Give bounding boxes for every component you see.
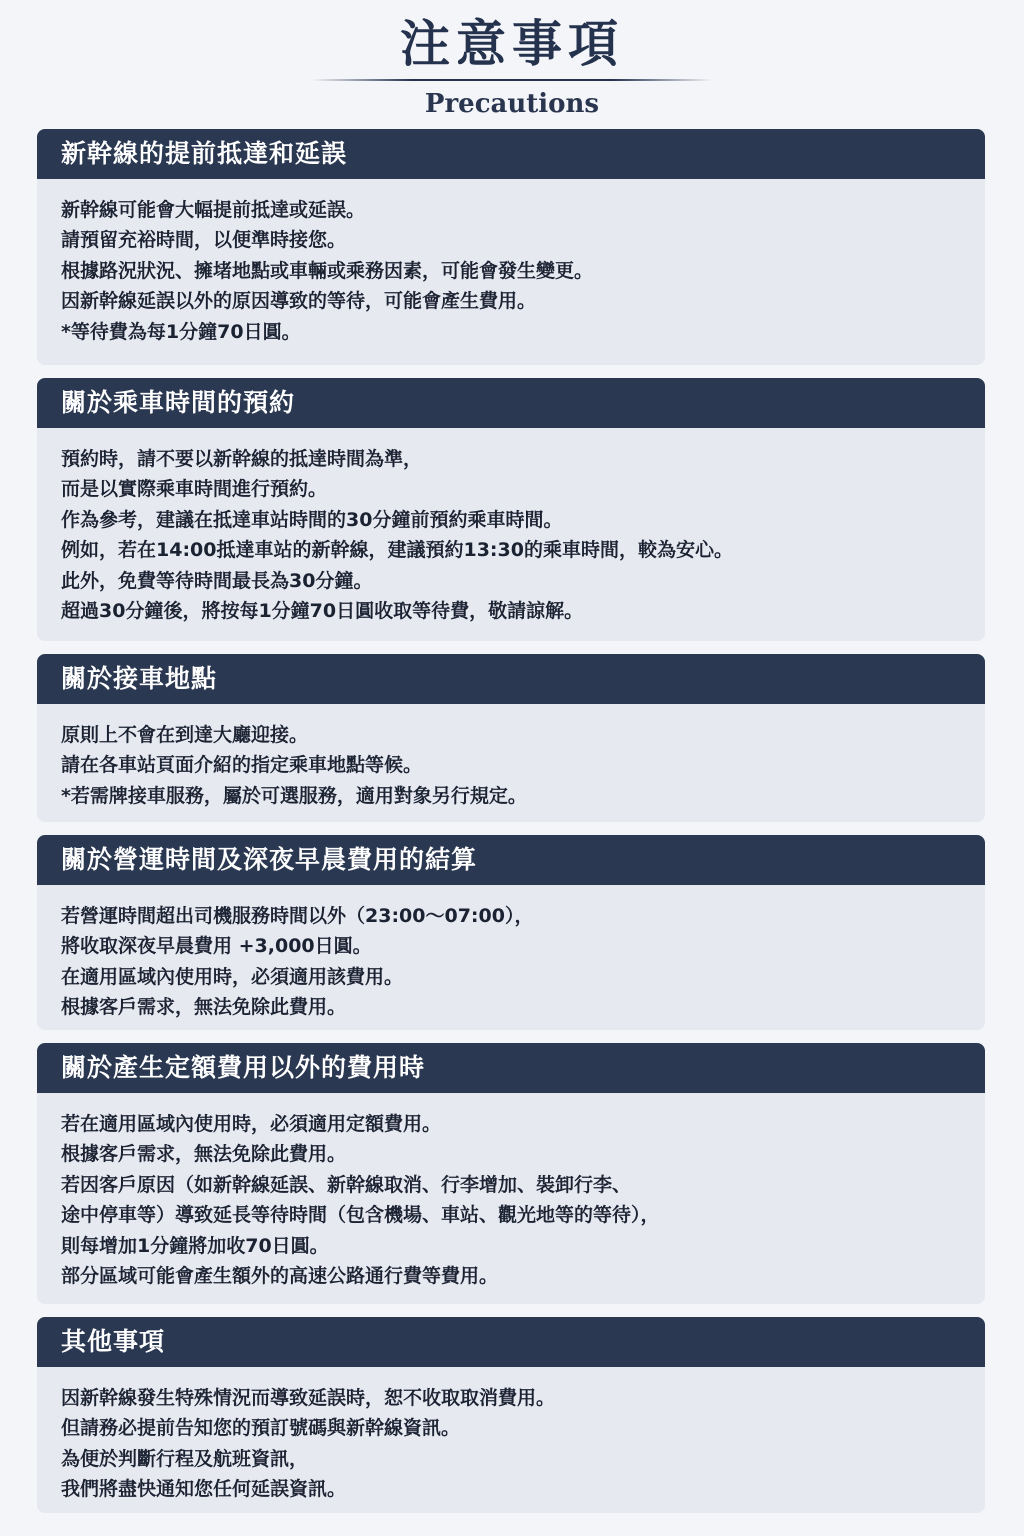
section-line: 根據客戶需求，無法免除此費用。 (61, 1143, 347, 1166)
section-body (37, 179, 985, 347)
section-line: 途中停車等）導致延長等待時間（包含機場、車站、觀光地等的等待）， (61, 1204, 660, 1227)
section-line: 因新幹線延誤以外的原因導致的等待，可能會產生費用。 (61, 290, 537, 313)
section-line: 將收取深夜早晨費用 +3,000日圓。 (61, 935, 372, 958)
section-line: *若需牌接車服務，屬於可選服務，適用對象另行規定。 (61, 784, 527, 807)
section-heading: 關於乘車時間的預約 (37, 378, 985, 428)
section-body (37, 428, 985, 626)
section-heading: 新幹線的提前抵達和延誤 (37, 129, 985, 179)
section-line: 例如，若在14:00抵達車站的新幹線，建議預約13:30的乘車時間，較為安心。 (61, 539, 733, 562)
section-line: 若因客戶原因（如新幹線延誤、新幹線取消、行李增加、裝卸行李、 (61, 1173, 632, 1196)
section-operating-hours-night-fee (37, 835, 985, 1030)
section-line: *等待費為每1分鐘70日圓。 (61, 320, 301, 343)
section-pickup-time-booking (37, 378, 985, 641)
section-line: 超過30分鐘後，將按每1分鐘70日圓收取等待費，敬請諒解。 (61, 600, 584, 623)
section-line: 此外，免費等待時間最長為30分鐘。 (61, 569, 373, 592)
section-line: 若營運時間超出司機服務時間以外（23:00～07:00）， (61, 905, 534, 927)
section-heading: 關於產生定額費用以外的費用時 (37, 1043, 985, 1093)
section-line: 請預留充裕時間，以便準時接您。 (61, 229, 347, 252)
section-heading: 關於營運時間及深夜早晨費用的結算 (37, 835, 985, 885)
title-divider (312, 79, 712, 81)
page-subtitle: Precautions (424, 89, 600, 119)
section-line: 部分區域可能會產生額外的高速公路通行費等費用。 (61, 1265, 499, 1288)
section-heading: 關於接車地點 (37, 654, 985, 704)
section-line: 為便於判斷行程及航班資訊， (61, 1447, 309, 1470)
section-line: 作為參考，建議在抵達車站時間的30分鐘前預約乘車時間。 (61, 508, 563, 531)
section-line: 預約時，請不要以新幹線的抵達時間為準， (61, 448, 423, 470)
section-body (37, 885, 985, 1023)
section-line: 若在適用區域內使用時，必須適用定額費用。 (61, 1113, 442, 1135)
section-extra-fees (37, 1043, 985, 1304)
section-line: 根據客戶需求，無法免除此費用。 (61, 996, 347, 1019)
page-title: 注意事項 (400, 15, 624, 73)
section-line: 在適用區域內使用時，必須適用該費用。 (61, 965, 404, 988)
page-header (0, 0, 1024, 128)
section-body (37, 1093, 985, 1291)
section-line: 則每增加1分鐘將加收70日圓。 (61, 1234, 329, 1257)
section-pickup-location (37, 654, 985, 822)
section-line: 新幹線可能會大幅提前抵達或延誤。 (61, 199, 366, 221)
section-body (37, 1367, 985, 1505)
section-line: 而是以實際乘車時間進行預約。 (61, 478, 328, 501)
section-line: 因新幹線發生特殊情況而導致延誤時，恕不收取取消費用。 (61, 1387, 556, 1409)
section-heading: 其他事項 (37, 1317, 985, 1367)
section-line: 請在各車站頁面介紹的指定乘車地點等候。 (61, 754, 423, 777)
section-line: 我們將盡快通知您任何延誤資訊。 (61, 1478, 347, 1501)
section-early-arrival-delay (37, 129, 985, 365)
section-other-matters (37, 1317, 985, 1513)
section-line: 根據路況狀況、擁堵地點或車輛或乘務因素，可能會發生變更。 (61, 259, 594, 282)
section-line: 但請務必提前告知您的預訂號碼與新幹線資訊。 (61, 1417, 461, 1440)
section-body (37, 704, 985, 811)
section-line: 原則上不會在到達大廳迎接。 (61, 724, 309, 746)
